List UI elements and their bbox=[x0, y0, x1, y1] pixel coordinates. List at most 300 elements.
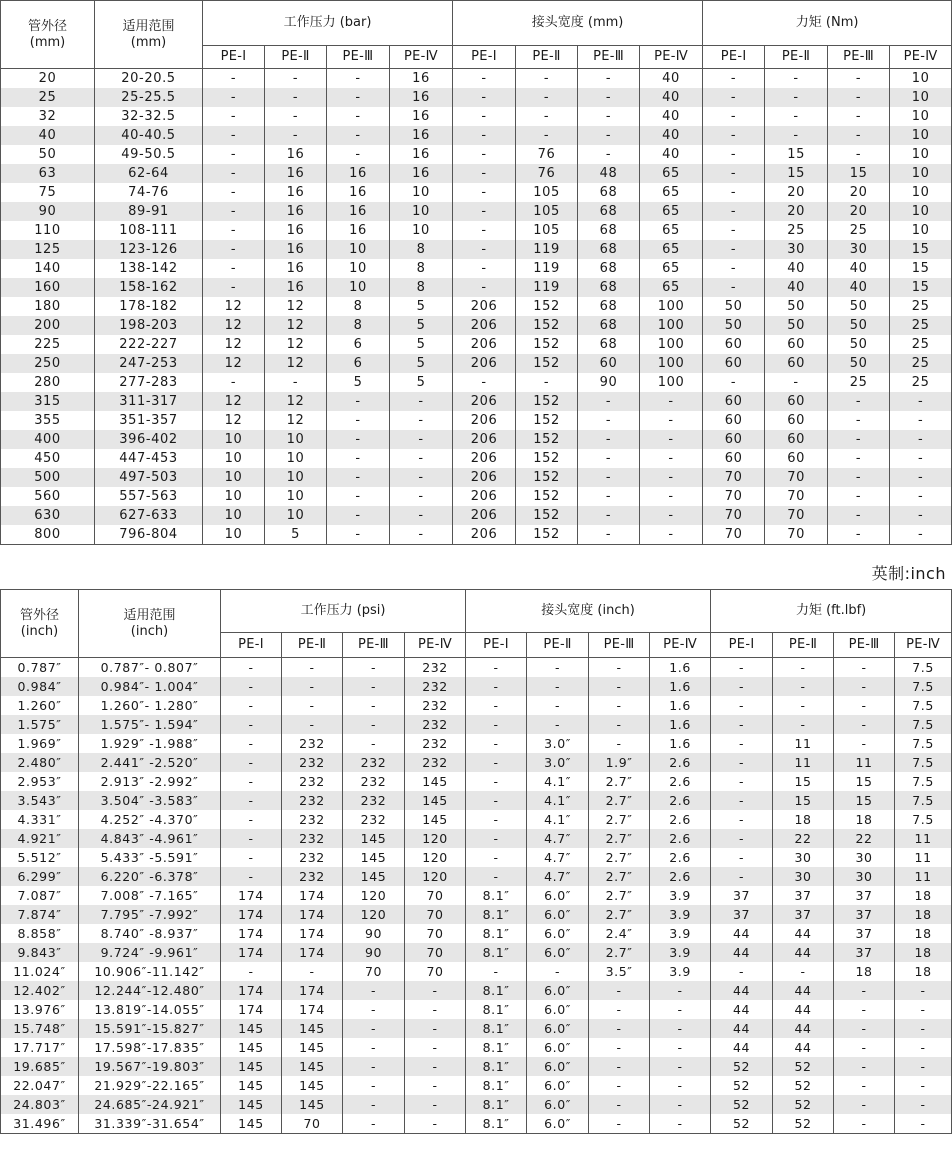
table-cell: 16 bbox=[390, 145, 453, 164]
table-cell: 75 bbox=[1, 183, 95, 202]
table-cell: - bbox=[466, 867, 527, 886]
table-cell: 31.496″ bbox=[1, 1114, 79, 1134]
table-cell: 7.5 bbox=[895, 791, 952, 810]
table-cell: 225 bbox=[1, 335, 95, 354]
table-cell: 232 bbox=[343, 772, 405, 791]
table-cell: 174 bbox=[282, 924, 343, 943]
table-cell: 10 bbox=[265, 487, 327, 506]
table-cell: 37 bbox=[773, 905, 834, 924]
table-cell: - bbox=[343, 1076, 405, 1095]
table-cell: 25 bbox=[1, 88, 95, 107]
table-cell: 178-182 bbox=[95, 297, 203, 316]
table-cell: 7.5 bbox=[895, 734, 952, 753]
table-cell: 25 bbox=[890, 373, 952, 392]
table-cell: - bbox=[327, 487, 390, 506]
table-cell: - bbox=[703, 126, 765, 145]
table-row bbox=[1, 202, 952, 221]
table-cell: 10 bbox=[327, 278, 390, 297]
table-cell: 44 bbox=[773, 1000, 834, 1019]
table-cell: - bbox=[516, 373, 578, 392]
table-cell: - bbox=[221, 791, 282, 810]
table-cell: 10 bbox=[265, 449, 327, 468]
table-cell: - bbox=[890, 506, 952, 525]
table-cell: 152 bbox=[516, 525, 578, 545]
table-cell: 70 bbox=[765, 487, 828, 506]
table-cell: 8.1″ bbox=[466, 1114, 527, 1134]
table-cell: 8.1″ bbox=[466, 1000, 527, 1019]
table-cell: - bbox=[390, 468, 453, 487]
table-cell: 0.787″- 0.807″ bbox=[79, 658, 221, 678]
header-pressure: 工作压力 (bar) bbox=[203, 1, 453, 46]
table-cell: - bbox=[390, 487, 453, 506]
table-cell: 22.047″ bbox=[1, 1076, 79, 1095]
table-cell: 13.976″ bbox=[1, 1000, 79, 1019]
table-cell: 119 bbox=[516, 278, 578, 297]
table-cell: 60 bbox=[703, 335, 765, 354]
table-cell: 15 bbox=[765, 164, 828, 183]
sub-header: PE-Ⅲ bbox=[828, 46, 890, 69]
table-cell: 37 bbox=[711, 886, 773, 905]
table-cell: - bbox=[640, 487, 703, 506]
table-cell: - bbox=[221, 696, 282, 715]
table-cell: - bbox=[765, 88, 828, 107]
table-cell: 16 bbox=[390, 88, 453, 107]
table-cell: - bbox=[282, 696, 343, 715]
table-cell: 48 bbox=[578, 164, 640, 183]
table-cell: - bbox=[578, 449, 640, 468]
table-cell: - bbox=[834, 1057, 895, 1076]
table-cell: 16 bbox=[390, 164, 453, 183]
table-cell: - bbox=[327, 525, 390, 545]
table-cell: 232 bbox=[282, 772, 343, 791]
table-row bbox=[1, 1000, 952, 1019]
table-cell: 5 bbox=[390, 316, 453, 335]
table-cell: - bbox=[203, 240, 265, 259]
table-cell: - bbox=[650, 1038, 711, 1057]
table-cell: 68 bbox=[578, 297, 640, 316]
table-cell: 15.748″ bbox=[1, 1019, 79, 1038]
table-cell: 250 bbox=[1, 354, 95, 373]
table-cell: - bbox=[640, 468, 703, 487]
sub-header: PE-Ⅲ bbox=[834, 633, 895, 658]
table-cell: 44 bbox=[773, 1038, 834, 1057]
table-cell: 15 bbox=[834, 791, 895, 810]
table-cell: 40 bbox=[640, 107, 703, 126]
table-cell: - bbox=[453, 259, 516, 278]
table-cell: 8.1″ bbox=[466, 1076, 527, 1095]
table-cell: 40 bbox=[765, 259, 828, 278]
table-cell: - bbox=[640, 430, 703, 449]
table-cell: - bbox=[711, 658, 773, 678]
table-cell: 800 bbox=[1, 525, 95, 545]
table-cell: 145 bbox=[282, 1038, 343, 1057]
table-cell: 15 bbox=[773, 791, 834, 810]
table-cell: 8.1″ bbox=[466, 905, 527, 924]
table-cell: 25 bbox=[828, 373, 890, 392]
table-cell: - bbox=[327, 392, 390, 411]
table-cell: - bbox=[343, 1038, 405, 1057]
table-cell: 44 bbox=[773, 943, 834, 962]
table-row bbox=[1, 696, 952, 715]
table-cell: 20 bbox=[828, 183, 890, 202]
table-cell: 40 bbox=[828, 278, 890, 297]
table-cell: 145 bbox=[282, 1076, 343, 1095]
table-cell: 8.858″ bbox=[1, 924, 79, 943]
table-cell: 16 bbox=[327, 221, 390, 240]
table-cell: 30 bbox=[828, 240, 890, 259]
table-cell: 60 bbox=[703, 430, 765, 449]
sub-header: PE-Ⅰ bbox=[453, 46, 516, 69]
table-row bbox=[1, 962, 952, 981]
sub-header: PE-Ⅳ bbox=[890, 46, 952, 69]
table-cell: 70 bbox=[282, 1114, 343, 1134]
table-cell: 100 bbox=[640, 354, 703, 373]
table-cell: - bbox=[711, 677, 773, 696]
table-cell: 60 bbox=[703, 354, 765, 373]
table-cell: 12.244″-12.480″ bbox=[79, 981, 221, 1000]
table-cell: 52 bbox=[773, 1076, 834, 1095]
table-cell: 158-162 bbox=[95, 278, 203, 297]
header-torque: 力矩 (Nm) bbox=[703, 1, 952, 46]
table-cell: - bbox=[834, 715, 895, 734]
table-cell: 110 bbox=[1, 221, 95, 240]
table-cell: 60 bbox=[703, 411, 765, 430]
table-cell: 557-563 bbox=[95, 487, 203, 506]
table-cell: 19.567″-19.803″ bbox=[79, 1057, 221, 1076]
table-cell: - bbox=[343, 715, 405, 734]
table-cell: 18 bbox=[895, 886, 952, 905]
table-cell: 10 bbox=[203, 487, 265, 506]
table-cell: - bbox=[453, 126, 516, 145]
table-cell: - bbox=[650, 1000, 711, 1019]
table-cell: 70 bbox=[405, 943, 466, 962]
table-cell: 4.1″ bbox=[527, 810, 589, 829]
table-cell: 120 bbox=[405, 829, 466, 848]
table-cell: 49-50.5 bbox=[95, 145, 203, 164]
table-cell: 206 bbox=[453, 335, 516, 354]
table-cell: 15 bbox=[834, 772, 895, 791]
table-cell: 3.0″ bbox=[527, 734, 589, 753]
table-cell: 20 bbox=[765, 202, 828, 221]
table-cell: 145 bbox=[221, 1114, 282, 1134]
table-cell: 19.685″ bbox=[1, 1057, 79, 1076]
table-cell: - bbox=[405, 1057, 466, 1076]
table-cell: - bbox=[578, 126, 640, 145]
table-cell: 152 bbox=[516, 506, 578, 525]
table-cell: - bbox=[640, 411, 703, 430]
table-cell: 351-357 bbox=[95, 411, 203, 430]
table-cell: 796-804 bbox=[95, 525, 203, 545]
table-cell: - bbox=[453, 107, 516, 126]
table-cell: - bbox=[834, 696, 895, 715]
table-cell: 12 bbox=[203, 354, 265, 373]
table-cell: 3.9 bbox=[650, 886, 711, 905]
table-cell: - bbox=[327, 468, 390, 487]
table-row bbox=[1, 107, 952, 126]
table-cell: - bbox=[895, 1000, 952, 1019]
table-cell: - bbox=[527, 715, 589, 734]
table-cell: - bbox=[578, 411, 640, 430]
table-cell: - bbox=[343, 1114, 405, 1134]
table-cell: - bbox=[466, 696, 527, 715]
table-cell: 206 bbox=[453, 392, 516, 411]
table-cell: 70 bbox=[703, 487, 765, 506]
sub-header: PE-Ⅲ bbox=[343, 633, 405, 658]
header-range: 适用范围 (inch) bbox=[79, 590, 221, 658]
table-cell: - bbox=[640, 525, 703, 545]
table-cell: - bbox=[890, 430, 952, 449]
table-cell: 90 bbox=[343, 924, 405, 943]
table-cell: 500 bbox=[1, 468, 95, 487]
table-cell: 6 bbox=[327, 354, 390, 373]
table-cell: 16 bbox=[327, 183, 390, 202]
table-cell: 232 bbox=[405, 753, 466, 772]
table-cell: 37 bbox=[834, 943, 895, 962]
table-cell: 15.591″-15.827″ bbox=[79, 1019, 221, 1038]
table-cell: - bbox=[711, 848, 773, 867]
table-cell: - bbox=[221, 677, 282, 696]
table-row bbox=[1, 278, 952, 297]
table-cell: 40 bbox=[765, 278, 828, 297]
table-cell: - bbox=[221, 753, 282, 772]
table-cell: - bbox=[828, 107, 890, 126]
table-cell: - bbox=[516, 69, 578, 89]
table-cell: 68 bbox=[578, 259, 640, 278]
sub-header: PE-Ⅳ bbox=[895, 633, 952, 658]
table-cell: 15 bbox=[890, 278, 952, 297]
table-row bbox=[1, 886, 952, 905]
table-cell: 37 bbox=[834, 924, 895, 943]
table-cell: 65 bbox=[640, 221, 703, 240]
table-cell: 90 bbox=[578, 373, 640, 392]
table-cell: - bbox=[221, 848, 282, 867]
table-row bbox=[1, 734, 952, 753]
table-cell: 232 bbox=[405, 658, 466, 678]
table-cell: - bbox=[890, 525, 952, 545]
table-cell: 16 bbox=[265, 164, 327, 183]
table-cell: 247-253 bbox=[95, 354, 203, 373]
table-cell: - bbox=[327, 126, 390, 145]
table-cell: - bbox=[203, 107, 265, 126]
table-cell: 52 bbox=[711, 1057, 773, 1076]
table-cell: - bbox=[203, 221, 265, 240]
table-cell: - bbox=[703, 69, 765, 89]
table-cell: 152 bbox=[516, 354, 578, 373]
table-cell: 140 bbox=[1, 259, 95, 278]
table-cell: 16 bbox=[265, 202, 327, 221]
imperial-spec-table bbox=[0, 589, 952, 1134]
table-cell: 8 bbox=[327, 316, 390, 335]
table-cell: 5 bbox=[390, 335, 453, 354]
table-cell: 174 bbox=[221, 924, 282, 943]
table-cell: 32 bbox=[1, 107, 95, 126]
header-od: 管外径 (inch) bbox=[1, 590, 79, 658]
table-cell: - bbox=[828, 69, 890, 89]
table-cell: 2.953″ bbox=[1, 772, 79, 791]
table-cell: - bbox=[221, 829, 282, 848]
sub-header: PE-Ⅳ bbox=[650, 633, 711, 658]
table-cell: - bbox=[589, 1019, 650, 1038]
table-cell: 1.6 bbox=[650, 658, 711, 678]
table-cell: 70 bbox=[405, 924, 466, 943]
table-cell: 6.0″ bbox=[527, 1057, 589, 1076]
sub-header: PE-Ⅲ bbox=[327, 46, 390, 69]
table-cell: - bbox=[640, 392, 703, 411]
header-width: 接头宽度 (mm) bbox=[453, 1, 703, 46]
table-cell: - bbox=[343, 1057, 405, 1076]
table-cell: 10 bbox=[890, 69, 952, 89]
table-cell: - bbox=[828, 525, 890, 545]
table-cell: - bbox=[589, 1000, 650, 1019]
table-cell: 206 bbox=[453, 449, 516, 468]
table-cell: - bbox=[890, 468, 952, 487]
table-cell: - bbox=[265, 69, 327, 89]
table-cell: 400 bbox=[1, 430, 95, 449]
table-cell: 232 bbox=[405, 734, 466, 753]
table-cell: - bbox=[405, 981, 466, 1000]
table-cell: 1.260″ bbox=[1, 696, 79, 715]
table-cell: 108-111 bbox=[95, 221, 203, 240]
table-cell: 2.480″ bbox=[1, 753, 79, 772]
table-cell: - bbox=[405, 1114, 466, 1134]
table-cell: - bbox=[466, 810, 527, 829]
table-cell: 232 bbox=[282, 867, 343, 886]
table-cell: - bbox=[711, 962, 773, 981]
table-cell: - bbox=[773, 658, 834, 678]
table-cell: 16 bbox=[265, 278, 327, 297]
table-cell: - bbox=[578, 430, 640, 449]
table-cell: - bbox=[589, 658, 650, 678]
table-cell: - bbox=[589, 696, 650, 715]
table-cell: 1.6 bbox=[650, 734, 711, 753]
table-cell: 20-20.5 bbox=[95, 69, 203, 89]
table-cell: 2.7″ bbox=[589, 810, 650, 829]
table-cell: 12 bbox=[203, 335, 265, 354]
table-cell: - bbox=[640, 449, 703, 468]
table-cell: 8.1″ bbox=[466, 1095, 527, 1114]
table-cell: 206 bbox=[453, 487, 516, 506]
table-cell: 65 bbox=[640, 164, 703, 183]
table-cell: 8.740″ -8.937″ bbox=[79, 924, 221, 943]
table-cell: - bbox=[578, 487, 640, 506]
table-cell: 7.5 bbox=[895, 658, 952, 678]
table-cell: 206 bbox=[453, 411, 516, 430]
table-cell: 100 bbox=[640, 316, 703, 335]
table-cell: - bbox=[578, 69, 640, 89]
table-cell: 152 bbox=[516, 297, 578, 316]
table-row bbox=[1, 164, 952, 183]
table-cell: 8.1″ bbox=[466, 1038, 527, 1057]
table-cell: - bbox=[578, 468, 640, 487]
table-cell: 50 bbox=[703, 316, 765, 335]
table-cell: - bbox=[466, 658, 527, 678]
table-cell: - bbox=[765, 107, 828, 126]
table-cell: 6.0″ bbox=[527, 1114, 589, 1134]
table-cell: 5 bbox=[390, 297, 453, 316]
table-row bbox=[1, 924, 952, 943]
table-cell: 40 bbox=[640, 69, 703, 89]
table-cell: 450 bbox=[1, 449, 95, 468]
table-cell: 10 bbox=[203, 525, 265, 545]
table-cell: 16 bbox=[265, 145, 327, 164]
table-cell: 6.0″ bbox=[527, 924, 589, 943]
table-cell: 152 bbox=[516, 449, 578, 468]
table-cell: 152 bbox=[516, 316, 578, 335]
table-cell: 44 bbox=[711, 1038, 773, 1057]
table-cell: - bbox=[773, 696, 834, 715]
table-cell: 37 bbox=[773, 886, 834, 905]
sub-header: PE-Ⅳ bbox=[390, 46, 453, 69]
table-cell: 7.5 bbox=[895, 810, 952, 829]
table-cell: 232 bbox=[282, 753, 343, 772]
table-cell: - bbox=[343, 734, 405, 753]
table-cell: 16 bbox=[327, 202, 390, 221]
table-cell: - bbox=[703, 259, 765, 278]
table-row bbox=[1, 487, 952, 506]
table-cell: 60 bbox=[765, 411, 828, 430]
header-pressure: 工作压力 (psi) bbox=[221, 590, 466, 633]
table-cell: 15 bbox=[765, 145, 828, 164]
table-row bbox=[1, 145, 952, 164]
table-cell: - bbox=[650, 981, 711, 1000]
table-cell: 5 bbox=[327, 373, 390, 392]
table-cell: 8.1″ bbox=[466, 886, 527, 905]
table-cell: - bbox=[453, 278, 516, 297]
table-cell: 44 bbox=[711, 924, 773, 943]
table-row bbox=[1, 335, 952, 354]
table-cell: - bbox=[282, 715, 343, 734]
table-cell: - bbox=[453, 240, 516, 259]
table-cell: - bbox=[711, 753, 773, 772]
table-cell: 3.9 bbox=[650, 924, 711, 943]
sub-header: PE-Ⅰ bbox=[711, 633, 773, 658]
table-cell: - bbox=[711, 791, 773, 810]
table-cell: 2.7″ bbox=[589, 848, 650, 867]
table-cell: - bbox=[640, 506, 703, 525]
table-cell: 6.220″ -6.378″ bbox=[79, 867, 221, 886]
table-cell: 70 bbox=[765, 468, 828, 487]
table-cell: 10 bbox=[890, 88, 952, 107]
table-cell: - bbox=[703, 240, 765, 259]
table-cell: 17.717″ bbox=[1, 1038, 79, 1057]
table-row bbox=[1, 506, 952, 525]
table-cell: 20 bbox=[765, 183, 828, 202]
table-row bbox=[1, 88, 952, 107]
table-cell: 60 bbox=[765, 449, 828, 468]
table-cell: - bbox=[773, 715, 834, 734]
table-row bbox=[1, 1076, 952, 1095]
table-cell: 206 bbox=[453, 354, 516, 373]
table-cell: - bbox=[890, 392, 952, 411]
table-row bbox=[1, 240, 952, 259]
table-cell: 145 bbox=[405, 791, 466, 810]
table-cell: - bbox=[327, 411, 390, 430]
table-row bbox=[1, 373, 952, 392]
table-cell: 5.512″ bbox=[1, 848, 79, 867]
table-cell: 30 bbox=[773, 867, 834, 886]
table-cell: 174 bbox=[221, 905, 282, 924]
table-cell: 52 bbox=[773, 1057, 834, 1076]
table-cell: 119 bbox=[516, 240, 578, 259]
table-row bbox=[1, 126, 952, 145]
table-cell: - bbox=[466, 677, 527, 696]
table-cell: 3.5″ bbox=[589, 962, 650, 981]
table-cell: 6.299″ bbox=[1, 867, 79, 886]
table-cell: 145 bbox=[343, 867, 405, 886]
table-row bbox=[1, 1114, 952, 1134]
table-cell: - bbox=[390, 430, 453, 449]
table-cell: - bbox=[466, 848, 527, 867]
